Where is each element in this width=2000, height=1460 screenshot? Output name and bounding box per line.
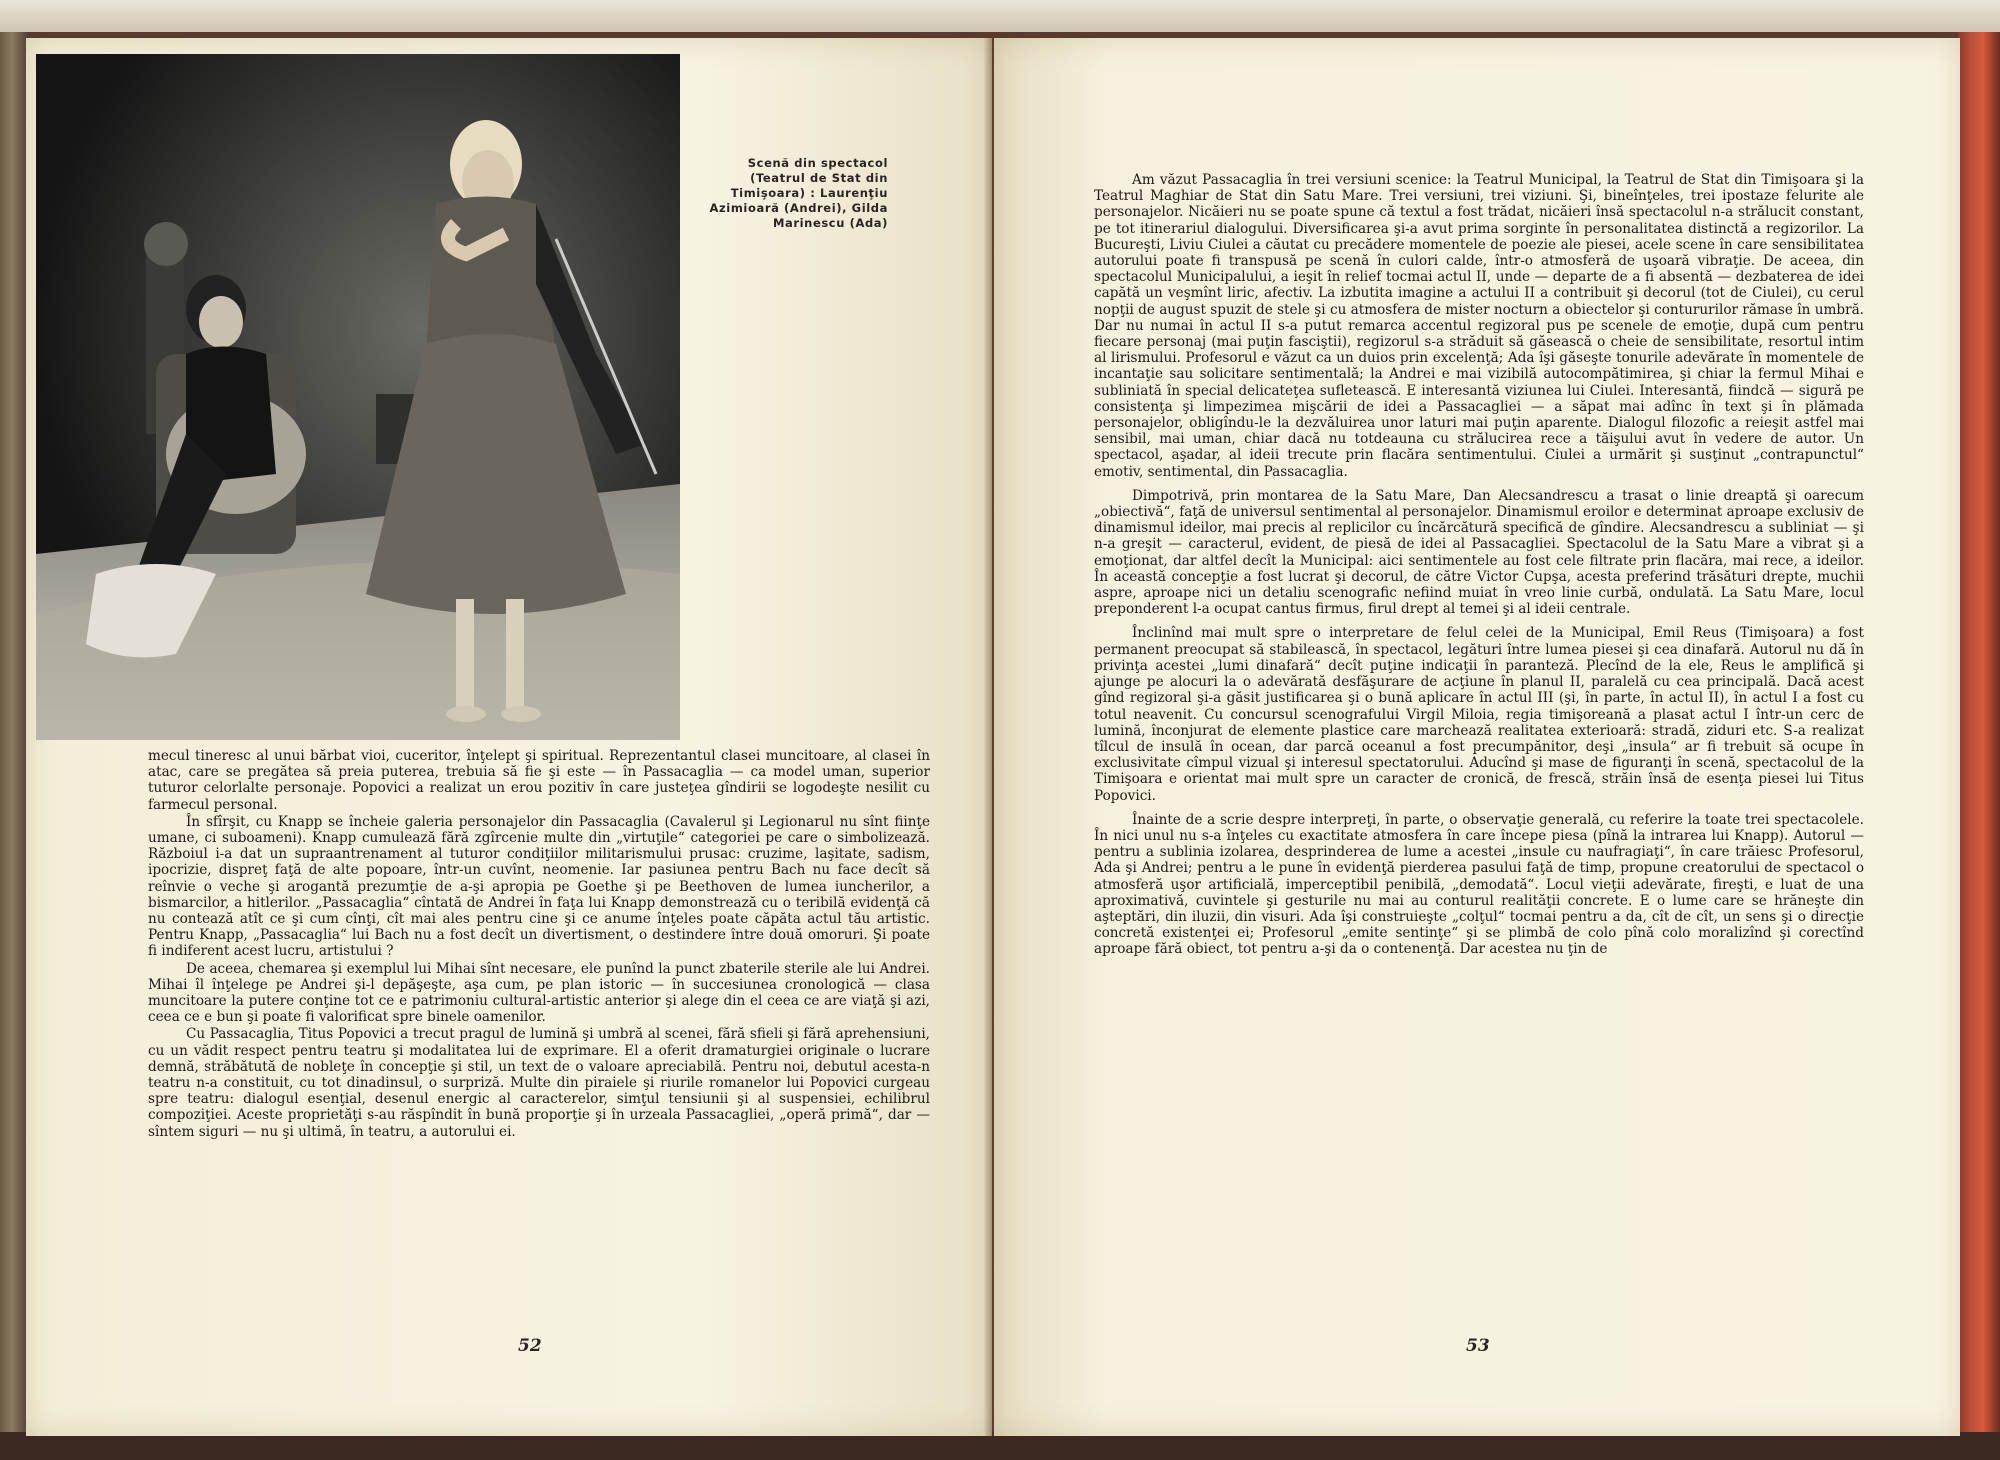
page-number: 53	[1466, 1336, 1490, 1356]
right-page	[994, 38, 1960, 1436]
paragraph: Am văzut Passacaglia în trei versiuni scenice: la Teatrul Municipal, la Teatrul de Stat din Timişoara şi la Teatrul Maghiar de Stat din Satu Mare. Trei versiuni, trei viziuni. Şi, bineînţeles, trei ipostaze felurite ale personajelor. Nicăieri nu se poate spune că textul a fost trădat, nicăieri însă spectacolul n-a strălucit constant, pe tot itinerariul dialogului. Diversificarea şi-a avut prima sorginte în personalitatea distinctă a regizorilor. La Bucureşti, Liviu Ciulei a căutat cu precădere momentele de poezie ale piesei, acele scene în care sensibilitatea autorului poate fi transpusă pe scenă în culori calde, într-o atmosferă de uşoară vibraţie. De aceea, din spectacolul Municipalului, a ieşit în relief tocmai actul II, unde — departe de a fi absentă — dezbaterea de idei capătă un veşmînt liric, afectiv. La izbutita imagine a actului II a contribuit şi decorul (tot de Ciulei), cu cerul nopţii de august spuzit de stele şi cu atmosfera de mister nocturn a obiectelor şi contururilor rămase în umbră. Dar nu numai în actul II s-a putut remarca accentul regizoral pus pe scenele de emoţie, după cum pentru fiecare personaj (mai puţin fasciştii), regizorul s-a străduit să găsească o cheie de sensibilitate, resortul intim al lirismului. Profesorul e văzut ca un duios prin excelenţă; Ada îşi găseşte tonurile adevărate în momentele de incantaţie sau solicitare sentimentală; la Andrei e mai vizibilă autocompătimirea, şi chiar la fermul Mihai e subliniată în special delicateţea sufletească. E interesantă viziunea lui Ciulei. Interesantă, fiindcă — sigură pe consistenţa şi limpezimea mişcării de idei a Passacagliei — a săpat mai adînc în text şi în plămada personajelor, obligîndu-le la dezvăluirea unor laturi mai puţin aparente. Dialogul filozofic a reieşit astfel mai sensibil, mai uman, chiar dacă nu totdeauna cu strălucirea rece a tăişului avut în vedere de autor. Un spectacol, aşadar, al ideii trecute prin flacăra sentimentului. Ciulei a urmărit şi susţinut „contrapunctul“ emotiv, sentimental, din Passacaglia.	[1094, 172, 1864, 480]
page-number: 52	[518, 1336, 542, 1356]
book-cover-right-edge	[1958, 32, 2000, 1442]
stage-photo-icon	[36, 54, 680, 740]
left-page	[26, 38, 992, 1436]
scan-bottom-edge	[0, 1432, 2000, 1460]
right-page-text	[1094, 172, 1864, 958]
photo-caption: Scenă din spectacol (Teatrul de Stat din Timişoara) : Laurenţiu Azimioară (Andrei), Gilda Marinescu (Ada)	[709, 156, 888, 230]
paragraph: Dimpotrivă, prin montarea de la Satu Mare, Dan Alecsandrescu a trasat o linie dreaptă şi oarecum „obiectivă“, faţă de universul sentimental al personajelor. Dinamismul eroilor e determinat aproape exclusiv de dinamismul ideilor, mai precis al replicilor cu încărcătură specifică de gîndire. Alecsandrescu a subliniat — şi n-a greşit — caracterul, evident, de piesă de idei al Passacagliei. Spectacolul de la Satu Mare a vibrat şi a emoţionat, dar altfel decît la Municipal: aici sentimentele au fost cele filtrate prin flacăra, mai rece, a ideilor. În această concepţie a fost lucrat şi decorul, de către Victor Cupşa, acesta preferind trăsături drepte, muchii aspre, aproape nici un detaliu scenografic nefiind muiat în vreo linie curbă, ondulată. La Satu Mare, locul preponderent l-a ocupat cantus firmus, firul drept al temei şi al ideii centrale.	[1094, 487, 1864, 618]
paragraph: De aceea, chemarea şi exemplul lui Mihai sînt necesare, ele punînd la punct zbaterile sterile ale lui Andrei. Mihai îl înţelege pe Andrei şi-l depăşeşte, aşa cum, pe plan istoric — în succesiunea cronologică — clasa muncitoare la putere conţine tot ce e patrimoniu cultural-artistic anterior şi alege din el ceea ce are viaţă şi azi, ceea ce e bun şi poate fi valorificat spre binele oamenilor.	[148, 960, 930, 1026]
paragraph: Înclinînd mai mult spre o interpretare de felul celei de la Municipal, Emil Reus (Timişoara) a fost permanent preocupat să stabilească, în spectacol, legături între lumea piesei şi cea dinafară. Autorul nu dă în privinţa acestei „lumi dinafară“ decît puţine indicaţii în paranteză. Plecînd de la ele, Reus le amplifică şi ajunge pe alocuri la o adevărată desfăşurare de acţiune în planul II, paralelă cu cea principală. Dacă acest gînd regizoral şi-a găsit justificarea şi o bună aplicare în actul III (şi, în parte, în actul II), în actul I a fost cu totul neavenit. Cu concursul scenografului Virgil Miloia, regia timişoreană a plasat actul I într-un cerc de lumină, înconjurat de elemente plastice care marchează realitatea exterioară: stradă, ziduri etc. S-a realizat tîlcul de insulă în ocean, dar parcă oceanul a fost precumpănitor, deşi „insula“ ar fi trebuit să ocupe în exclusivitate cîmpul vizual şi interesul spectatorului. Aducînd şi mase de figuranţi în scenă, spectacolul de la Timişoara e orientat mai mult spre un caracter de cronică, de frescă, străin însă de esenţa piesei lui Titus Popovici.	[1094, 625, 1864, 804]
scan-top-edge	[0, 0, 2000, 32]
left-page-text	[148, 748, 930, 1140]
paragraph: Cu Passacaglia, Titus Popovici a trecut pragul de lumină şi umbră al scenei, fără sfieli şi fără aprehensiuni, cu un vădit respect pentru teatru şi modalitatea lui de exprimare. El a oferit dramaturgiei originale o lucrare demnă, străbătută de nobleţe în concepţie şi stil, un text de o valoare apreciabilă. Pentru noi, debutul acesta-n teatru n-a constituit, cu tot dinadinsul, o surpriză. Multe din piraiele şi riurile romanelor lui Popovici curgeau spre teatru: dialogul esenţial, desenul energic al caracterelor, simţul tensiunii şi al suspensiei, echilibrul compoziţiei. Aceste proprietăţi s-au răspîndit în bună proporţie şi în urzeala Passacagliei, „operă primă“, dar — sîntem siguri — nu şi ultimă, în teatru, a autorului ei.	[148, 1026, 930, 1140]
paragraph: În sfîrşit, cu Knapp se încheie galeria personajelor din Passacaglia (Cavalerul şi Legionarul nu sînt fiinţe umane, ci suboameni). Knapp cumulează fără zgîrcenie multe din „virtuţile“ categoriei pe care o simbolizează. Războiul i-a dat un supraantrenament al tuturor condiţiilor militarismului prusac: cruzime, laşitate, sadism, ipocrizie, dispreţ faţă de alte popoare, într-un cuvînt, neomenie. Iar pasiunea pentru Bach nu face decît să reînvie o veche şi arogantă prezumţie de a-şi apropia pe Goethe şi pe Beethoven de lumea iuncherilor, a bismarcilor, a hitlerilor. „Passacaglia“ cîntată de Andrei în faţa lui Knapp demonstrează cu o teribilă evidenţă că nu contează atît ce şi cum cînţi, cît mai ales pentru cine şi ce anume înţeles poate căpăta actul tău artistic. Pentru Knapp, „Passacaglia“ lui Bach nu a fost decît un divertisment, o destindere între două omoruri. Şi poate fi indiferent acest lucru, artistului ?	[148, 813, 930, 960]
paragraph: mecul tineresc al unui bărbat vioi, cuceritor, înţelept şi spiritual. Reprezentantul clasei muncitoare, al clasei în atac, care se pregătea să preia puterea, trebuia să fie şi este — în Passacaglia — ca model uman, superior tuturor celorlalte personaje. Popovici a realizat un erou pozitiv în care justeţea gîndirii se logodeşte nesilit cu farmecul personal.	[148, 748, 930, 813]
paragraph: Înainte de a scrie despre interpreţi, în parte, o observaţie generală, cu referire la toate trei spectacolele. În nici unul nu s-a înţeles cu exactitate atmosfera în care începe piesa (pînă la intrarea lui Knapp). Autorul — pentru a sublinia izolarea, desprinderea de lume a acestei „insule cu naufragiaţi“, în care trăiesc Profesorul, Ada şi Andrei; pentru a le pune în evidenţă pierderea pasului faţă de timp, propune creatorului de spectacol o atmosferă uşor artificială, imperceptibil penibilă, „demodată“. Locul vieţii adevărate, fireşti, e luat de una aproximativă, cuvintele şi gesturile nu mai au conturul realităţii concrete. E o lume care se hrăneşte din aşteptări, din iluzii, din visuri. Ada îşi construieşte „colţul“ tocmai pentru a da, cît de cît, un sens şi o direcţie concretă existenţei ei; Profesorul „emite sentinţe“ şi se plimbă de colo pînă colo moralizînd şi corectînd aproape fără obiect, tot pentru a-şi da o contenenţă. Dar acestea nu ţin de	[1094, 811, 1864, 958]
